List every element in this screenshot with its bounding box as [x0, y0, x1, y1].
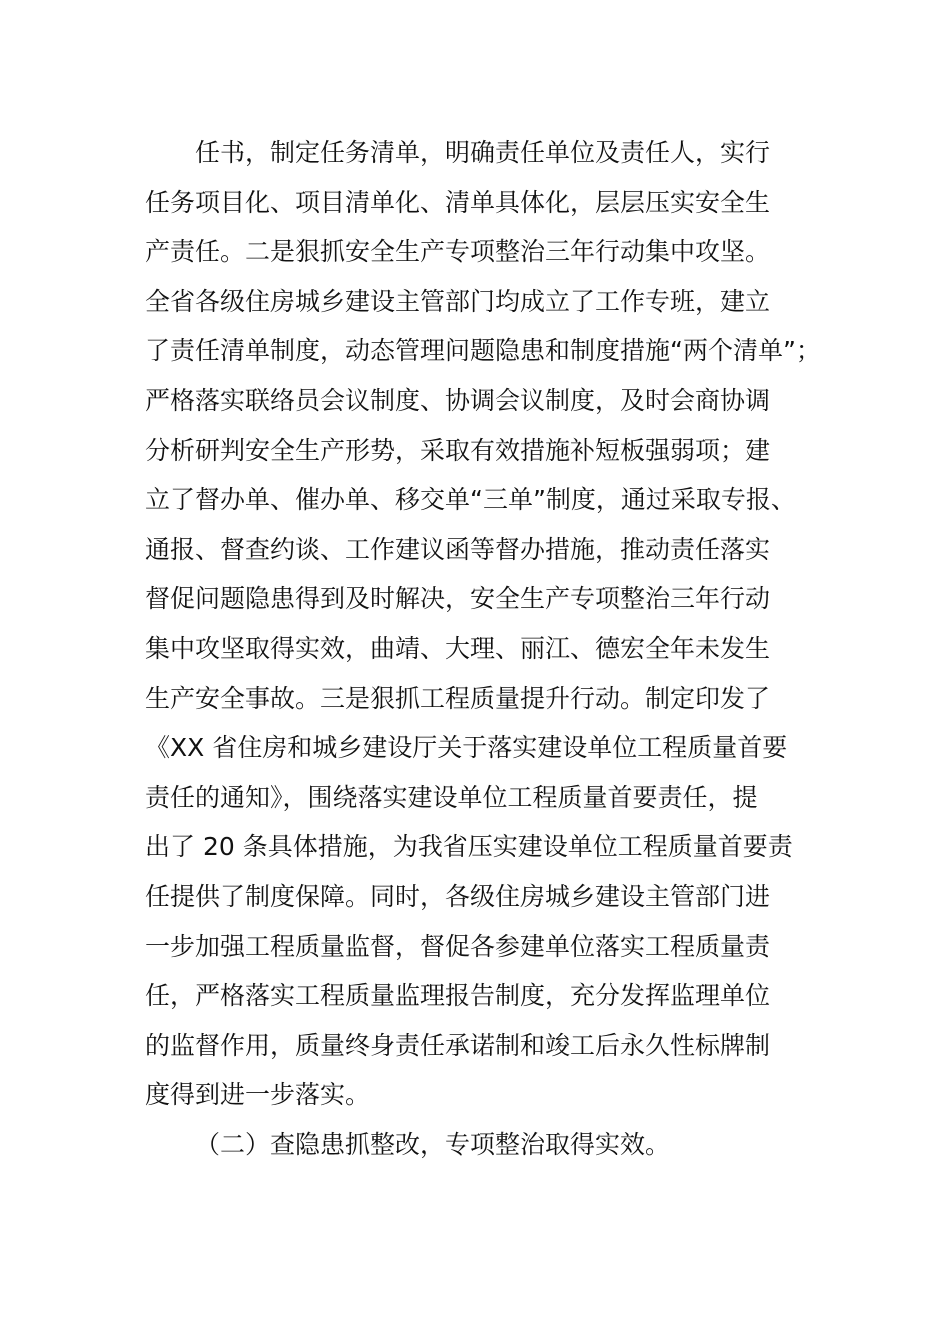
- text-line: 产责任。二是狠抓安全生产专项整治三年行动集中攻坚。: [145, 237, 771, 267]
- text-line: 分析研判安全生产形势，采取有效措施补短板强弱项；建: [145, 435, 771, 465]
- text-line: 一步加强工程质量监督，督促各参建单位落实工程质量责: [145, 931, 771, 961]
- text-line: 任书，制定任务清单，明确责任单位及责任人，实行: [195, 138, 771, 167]
- text-line: 度得到进一步落实。: [145, 1080, 371, 1110]
- text-line: 出了 20 条具体措施，为我省压实建设单位工程质量首要责: [145, 832, 793, 862]
- text-line: 立了督办单、催办单、移交单“三单”制度，通过采取专报、: [145, 485, 796, 515]
- text-line: 任提供了制度保障。同时，各级住房城乡建设主管部门进: [145, 881, 771, 911]
- text-line: 通报、督查约谈、工作建议函等督办措施，推动责任落实: [145, 534, 771, 564]
- text-line: 责任的通知》，围绕落实建设单位工程质量首要责任，提: [145, 782, 758, 812]
- text-line: 生产安全事故。三是狠抓工程质量提升行动。制定印发了: [145, 683, 771, 713]
- section-heading: （二）查隐患抓整改，专项整治取得实效。: [195, 1129, 671, 1159]
- text-line: 督促问题隐患得到及时解决，安全生产专项整治三年行动: [145, 584, 771, 614]
- text-line: 任，严格落实工程质量监理报告制度，充分发挥监理单位: [145, 981, 771, 1011]
- text-line: 《XX 省住房和城乡建设厅关于落实建设单位工程质量首要: [145, 733, 788, 763]
- text-line: 全省各级住房城乡建设主管部门均成立了工作专班，建立: [145, 286, 771, 316]
- text-line: 了责任清单制度，动态管理问题隐患和制度措施“两个清单”；: [145, 336, 821, 366]
- text-line: 任务项目化、项目清单化、清单具体化，层层压实安全生: [145, 187, 771, 217]
- text-line: 集中攻坚取得实效，曲靖、大理、丽江、德宏全年未发生: [145, 633, 771, 663]
- body-text: [145, 128, 845, 1169]
- text-line: 的监督作用，质量终身责任承诺制和竣工后永久性标牌制: [145, 1030, 771, 1060]
- text-line: 严格落实联络员会议制度、协调会议制度，及时会商协调: [145, 385, 771, 415]
